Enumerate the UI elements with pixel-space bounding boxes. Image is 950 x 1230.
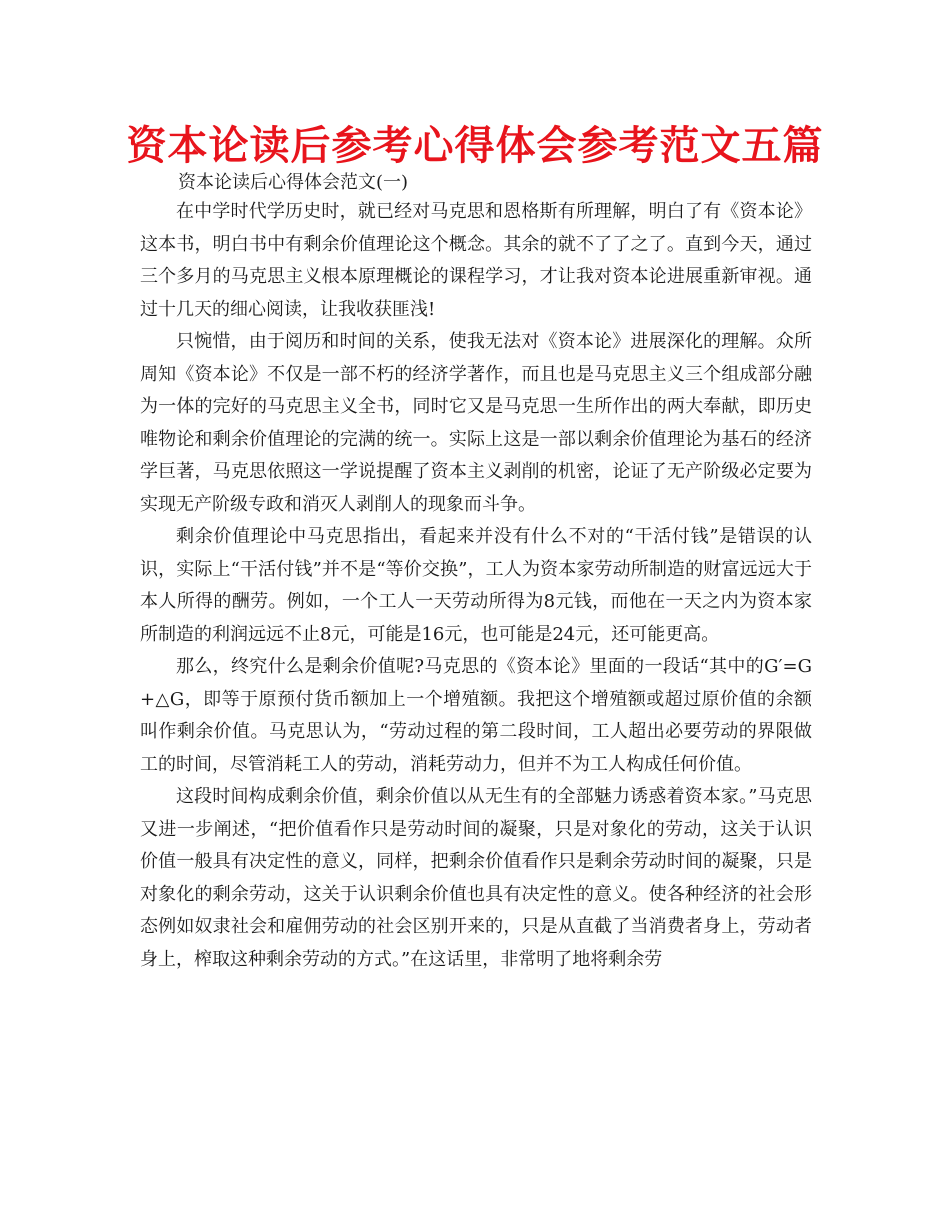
page-title: 资本论读后参考心得体会参考范文五篇 <box>126 123 824 169</box>
paragraph: 那么，终究什么是剩余价值呢?马克思的《资本论》里面的一段话“其中的G′=G+△G，即等于原预付货币额加上一个增殖额。我把这个增殖额或超过原价值的余额叫作剩余价值。马克思认为，“劳动过程的第二段时间，工人超出必要劳动的界限做工的时间，尽管消耗工人的劳动，消耗劳动力，但并不为工人构成任何价值。 <box>140 656 812 775</box>
paragraph: 这段时间构成剩余价值，剩余价值以从无生有的全部魅力诱惑着资本家。”马克思又进一步阐述，“把价值看作只是劳动时间的凝聚，只是对象化的劳动，这关于认识价值一般具有决定性的意义，同样，把剩余价值看作只是剩余劳动时间的凝聚，只是对象化的剩余劳动，这关于认识剩余价值也具有决定性的意义。使各种经济的社会形态例如奴隶社会和雇佣劳动的社会区别开来的，只是从直截了当消费者身上，劳动者身上，榨取这种剩余劳动的方式。”在这话里，非常明了地将剩余劳 <box>140 786 812 970</box>
paragraph: 剩余价值理论中马克思指出，看起来并没有什么不对的“干活付钱”是错误的认识，实际上“干活付钱”并不是“等价交换”，工人为资本家劳动所制造的财富远远大于本人所得的酬劳。例如，一个工人一天劳动所得为8元钱，而他在一天之内为资本家所制造的利润远远不止8元，可能是16元，也可能是24元，还可能更高。 <box>140 526 812 645</box>
document-body <box>140 196 812 976</box>
paragraph: 只惋惜，由于阅历和时间的关系，使我无法对《资本论》进展深化的理解。众所周知《资本论》不仅是一部不朽的经济学著作，而且也是马克思主义三个组成部分融为一体的完好的马克思主义全书，同时它又是马克思一生所作出的两大奉献，即历史唯物论和剩余价值理论的完满的统一。实际上这是一部以剩余价值理论为基石的经济学巨著，马克思依照这一学说提醒了资本主义剥削的机密，论证了无产阶级必定要为实现无产阶级专政和消灭人剥削人的现象而斗争。 <box>140 331 812 515</box>
paragraph: 在中学时代学历史时，就已经对马克思和恩格斯有所理解，明白了有《资本论》这本书，明白书中有剩余价值理论这个概念。其余的就不了了之了。直到今天，通过三个多月的马克思主义根本原理概论的课程学习，才让我对资本论进展重新审视。通过十几天的细心阅读，让我收获匪浅! <box>140 201 812 320</box>
section-subtitle: 资本论读后心得体会范文(一) <box>178 172 409 193</box>
